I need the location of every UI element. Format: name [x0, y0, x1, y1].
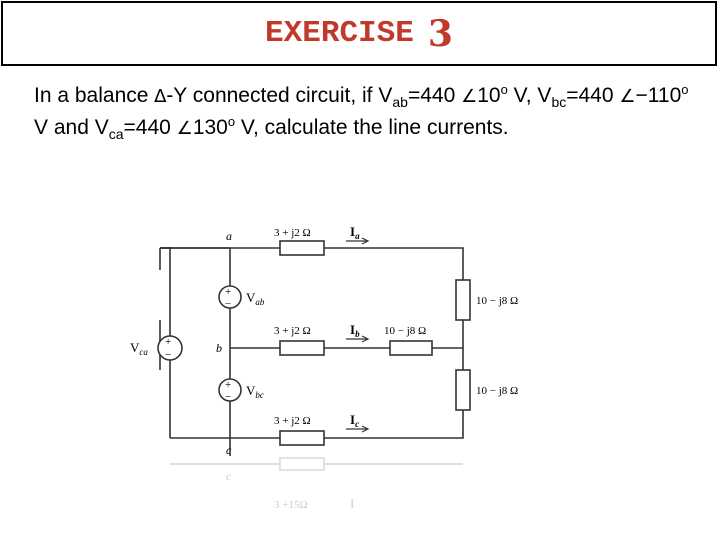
node-b-label: b	[216, 341, 222, 355]
z-line-c-label: 3 + j2 Ω	[274, 415, 311, 427]
problem-text: In a balance	[34, 84, 155, 107]
current-ia-label: $I_a$	[350, 224, 360, 241]
circuit-diagram	[110, 210, 560, 520]
node-c-label: c	[226, 443, 232, 457]
impedance-line-b	[280, 341, 324, 355]
impedance-line-a	[280, 241, 324, 255]
title-number: 3	[427, 12, 453, 55]
impedance-load-top	[456, 280, 470, 320]
current-ic-label: $I_c$	[350, 412, 360, 429]
vbc-plus: +	[225, 379, 232, 391]
vab-minus: −	[225, 298, 232, 310]
vca-plus: +	[165, 336, 172, 348]
ghost-i-label: I	[350, 496, 355, 511]
angle-symbol: ∠	[619, 86, 636, 107]
vab-label: $V_{ab}$	[246, 290, 265, 307]
impedance-load-series	[390, 341, 432, 355]
vca-label: $V_{ca}$	[130, 340, 148, 357]
z-load-series-label: 10 − j8 Ω	[384, 325, 427, 337]
degree-mark: o	[227, 114, 236, 129]
ghost-node-c: c	[226, 469, 232, 483]
subscript-bc: bc	[551, 94, 567, 111]
vbc-label: $V_{bc}$	[246, 383, 264, 400]
z-line-a-label: 3 + j2 Ω	[274, 227, 311, 239]
title-banner	[1, 1, 717, 66]
problem-text: V	[537, 84, 552, 107]
angle-symbol: ∠	[461, 86, 478, 107]
problem-text: =440	[566, 84, 620, 107]
angle-value-ca: 130	[192, 116, 228, 139]
angle-value-bc: −110	[635, 84, 682, 107]
subscript-ab: ab	[392, 94, 408, 111]
z-line-b-label: 3 + j2 Ω	[274, 325, 311, 337]
ghost-z-label: 3 +15Ω	[274, 499, 308, 511]
degree-mark: o	[681, 82, 689, 97]
problem-text: -Y connected circuit, if V	[166, 84, 393, 107]
vab-plus: +	[225, 286, 232, 298]
z-load-top-label: 10 − j8 Ω	[476, 295, 519, 307]
subscript-ca: ca	[108, 126, 124, 143]
current-ib-label: $I_b$	[350, 322, 360, 339]
angle-symbol: ∠	[176, 118, 193, 139]
impedance-load-bottom	[456, 370, 470, 410]
problem-text: V, calculate the line currents.	[235, 116, 509, 139]
vbc-minus: −	[225, 391, 232, 403]
delta-symbol: ∆	[154, 86, 167, 107]
problem-text: =440	[407, 84, 462, 107]
node-a-label: a	[226, 229, 232, 243]
problem-text: V and V	[34, 116, 109, 139]
z-load-bottom-label: 10 − j8 Ω	[476, 385, 519, 397]
impedance-line-c	[280, 431, 324, 445]
problem-text: V,	[507, 84, 538, 107]
mirror-reflection	[170, 458, 463, 511]
vca-minus: −	[165, 349, 172, 361]
title-word: EXERCISE	[265, 16, 414, 51]
problem-text: =440	[123, 116, 177, 139]
angle-value-ab: 10	[477, 84, 501, 107]
degree-mark: o	[500, 82, 508, 97]
problem-statement	[34, 80, 694, 144]
